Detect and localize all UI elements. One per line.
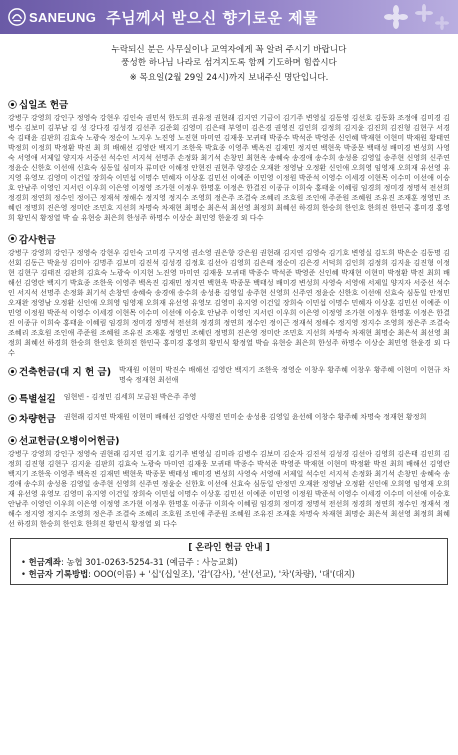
tithe-names: 강병구 강영희 강인구 정영숙 강현우 김인숙 권민석 한도희 권유정 권현래 김지연 기금이 김기주 변영실 김동영 김선호 김동화 조정애 김미경 김병수 김보미 김부남 김 성 강다경 김성경 김선주 김준회 김영미 김은태 부영미 김은경 권영진 김인희 김정희 김지윤 김진희 김진형 김현구 서경숙 김태윤 김판희 김효숙 노광숙 정순이 노지우 노진영 노진현 마미연 김재웅 모귀태 박종수 박석준 박영준 신인혜 박재현 이현미 박재원 황태연 박정희 이정희 박정환 박진 최 희 배해선 김영란 백지기 조한욱 박효종 이영주 백옥진 김재민 정지연 백현욱 박종문 백태성 배미경 변성희 사영숙 서영애 서제일 양지자 서중선 석수인 서지석 선명주 손정화 최기석 손창민 최현옥 송혜숙 송경애 송수희 송성용 김영일 송주현 신영희 신주연 정윤순 신한호 이선애 신효숙 심동일 심미자 류미란 이해정 안현진 권현주 양경순 오재완 정영남 오정환 신인애 오희영 임영재 오희재 유선영 유지영 유영모 김영미 이건일 장희숙 이민섭 이명수 민혜자 이상훈 김민선 이예준 이민영 이정원 박준석 이영수 이세경 이현목 이수미 이선애 이승호 안남주 이영인 지서린 이우희 이은영 이정영 조가현 이정우 한명훈 이정은 한결진 이종규 이희숙 홍태윤 이혜림 임경희 정미경 정명석 전선희 정경희 정연희 정수인 정이근 정재석 정해수 정지영 정지수 조영희 정은주 조결숙 조혜리 조호원 조인애 주준원 조혜원 조유진 조재훈 정영민 조혜린 정명희 진은영 정미란 조민호 지선희 차명숙 차재현 최명순 최은석 최선영 최정희 최혜선 하경희 한승희 한인호 한희진 한민국 홍미경 홍영희 황민식 황정열 박 슬 유현승 최은희 한성주 하명수 이상순 최민영 한윤경 외 다수 <box>8 113 450 223</box>
online-offering-title: [ 온라인 헌금 안내 ] <box>188 542 270 553</box>
method-line: • 헌금자 기록방법: OOO(이름) + '십'(십일조), '감'(감사), '선'(선교), '차'(차량), '대'(대지) <box>21 568 355 579</box>
intro-text <box>0 44 458 85</box>
special-section <box>8 391 450 405</box>
building-section-title <box>8 364 111 378</box>
method-value: : OOO(이름) + '십'(십일조), '감'(감사), '선'(선교), '차'(차량), '대'(대지) <box>88 568 355 579</box>
online-offering-box <box>10 538 448 585</box>
vehicle-title-text: 차량헌금 <box>19 414 56 426</box>
building-section <box>8 364 450 385</box>
thanks-names: 강병구 강영희 강인구 정영숙 강현우 김인숙 고미경 구지영 권소영 권은향 강은원 권현래 김지연 김영숙 김기호 변영실 김도희 박은순 김동명 김선회 김동근 박윤성 김미아 김명주 김보미 김진석 김성경 김정호 김선아 김영희 김은태 정순미 김은경 서덕희 김인희 김정희 김지윤 김진형 이정현 김현구 김태진 김판희 김효숙 노광숙 이지현 노진영 마미연 김재웅 모귀태 박종수 박석준 박영준 신인혜 박재현 이현미 박정환 박진 최희 배해선 김영란 백지기 박효종 조한욱 이영주 백옥진 김재민 정지연 백현욱 박종문 백태성 배미경 변성희 사영숙 서영애 서제일 양지자 서중선 석수인 서지석 선명주 손정화 최기석 손창민 송혜숙 송경애 송수희 송성용 김영일 송주현 신영희 신주연 정윤순 신한호 이선애 신효숙 심동일 안정민 오재완 정영남 오정환 신인애 오희영 임영재 오희재 유선영 유영모 김영미 유지영 이건일 장희숙 이민섭 이명수 민혜자 이상훈 김민선 이예준 이민영 이정원 박준석 이영수 이세경 이현목 이수미 이선애 이승호 안남주 이영인 지서린 이우희 이은영 이정영 조가현 이정우 한명훈 이정은 한결진 이종규 이희숙 홍태윤 이혜림 임경희 정미경 정명석 전선희 정경희 정연희 정수인 정이근 정재석 정해수 정지영 정지수 조영희 정은주 조결숙 조혜리 조호원 조인애 주준원 조혜원 조유진 조재훈 정영민 조혜린 정명희 진은영 정미란 조민호 지선희 차명숙 차재현 최명순 최은석 최선영 최정희 최혜선 하경희 한승희 한인호 한희진 한민국 홍미경 홍영희 황민식 황정열 박슬 유현승 최은희 한성주 하명수 이상순 최민영 한윤경 외 다수 <box>8 247 450 357</box>
thanks-section-title <box>8 232 450 246</box>
vehicle-section <box>8 411 450 425</box>
bullet-icon: ⦿ <box>8 100 18 111</box>
bullet-icon: ⦿ <box>8 414 18 425</box>
intro-line-1: 누락되신 분은 사무실이나 교역자에게 꼭 알려 주시기 바랍니다 <box>111 45 347 55</box>
flower-decoration-icon <box>382 3 452 31</box>
account-label: 헌금계좌 <box>28 556 61 567</box>
account-value: : 농협 301-0263-5254-31 (예금주 : 사능교회) <box>60 556 238 567</box>
bullet-icon: ⦿ <box>8 436 18 447</box>
account-line: • 헌금계좌: 농협 301-0263-5254-31 (예금주 : 사능교회) <box>21 556 238 567</box>
building-title-text: 건축헌금(대 지 헌 금) <box>19 367 112 379</box>
page-header <box>0 0 458 34</box>
tithe-section <box>8 97 450 224</box>
bullet-icon: ⦿ <box>8 235 18 246</box>
bullet-icon: ⦿ <box>8 394 18 405</box>
special-names: 임현빈 - 김정민 김세희 모금된 박은주 주영 <box>63 392 197 402</box>
method-label: 헌금자 기록방법 <box>28 568 89 579</box>
intro-line-2: 풍성한 하나님 나라로 섬겨지도록 함께 기도하며 힘씁시다 <box>121 58 337 68</box>
vehicle-names: 권현래 김지연 박재원 이현미 배해선 김영란 사행진 민미순 송성용 김영일 윤선혜 이창수 황주혜 차명숙 정재현 황정희 <box>63 412 427 422</box>
building-names: 박재원 이현미 박진수 배해선 김영란 백지기 조한욱 정영순 이창우 황주혜 이창우 황주혜 이현미 이현규 차명숙 정재현 최선애 <box>119 365 450 385</box>
thanks-title-text: 감사헌금 <box>19 234 56 246</box>
offering-sections <box>0 97 458 530</box>
special-section-title <box>8 391 56 405</box>
bullet-icon: ⦿ <box>8 367 18 378</box>
tithe-title-text: 십일조 헌금 <box>19 100 69 111</box>
intro-note: ※ 목요일(2월 29일 24시)까지 보내주신 명단입니다. <box>129 73 329 83</box>
vehicle-section-title <box>8 411 56 425</box>
mission-names: 강병구 강영희 강인구 정영숙 권현래 김지연 김기호 김기주 변영실 김미라 김병수 김보미 김순자 김진석 김성경 김선아 김영희 김은태 김인희 김정희 김진형 김현구 김지윤 김판희 김효숙 노광숙 마미연 김재웅 모귀태 박종수 박석준 박영준 박재현 이현미 박정환 박진 최희 배해선 김영란 백지기 조한욱 이영주 백옥진 김재민 백현욱 박종문 백태성 배미경 변성희 사영숙 서영애 서제일 석수인 서지석 손정화 최기석 손창민 송혜숙 송경애 송수희 송성용 김영일 송주현 신영희 신주연 정윤순 신한호 이선애 신효숙 심동일 안정민 오재완 정영남 오정환 신인애 오희영 임영재 오희재 유선영 유영모 김영미 유지영 이건일 장희숙 이민섭 이명수 이상훈 김민선 이예준 이민영 이정원 박준석 이영수 이세경 이수미 이선애 이승호 안남주 이영인 이우희 이은영 이정영 조가현 이정우 한명훈 이종규 이희숙 이혜림 임경희 정미경 정명석 전선희 정경희 정연희 정수인 정재석 정해수 정지영 정지수 조영희 정은주 조결숙 조혜리 조호원 조인애 주준원 조혜원 조유진 조재훈 차명숙 차재현 최명순 최은석 최선영 최정희 최혜선 하경희 한승희 한인호 한희진 황민식 황정열 외 다수 <box>8 449 450 529</box>
tithe-section-title <box>8 97 450 111</box>
mission-section-title <box>8 433 450 447</box>
mission-section <box>8 433 450 529</box>
special-title-text: 특별설길 <box>19 394 56 406</box>
mission-title-text: 선교헌금(오병이어헌금) <box>19 436 120 448</box>
saneung-logo-icon <box>8 8 26 26</box>
logo-text: SANEUNG <box>29 9 97 25</box>
page-title: 주님께서 받으신 향기로운 제물 <box>106 8 319 27</box>
thanks-section <box>8 232 450 359</box>
